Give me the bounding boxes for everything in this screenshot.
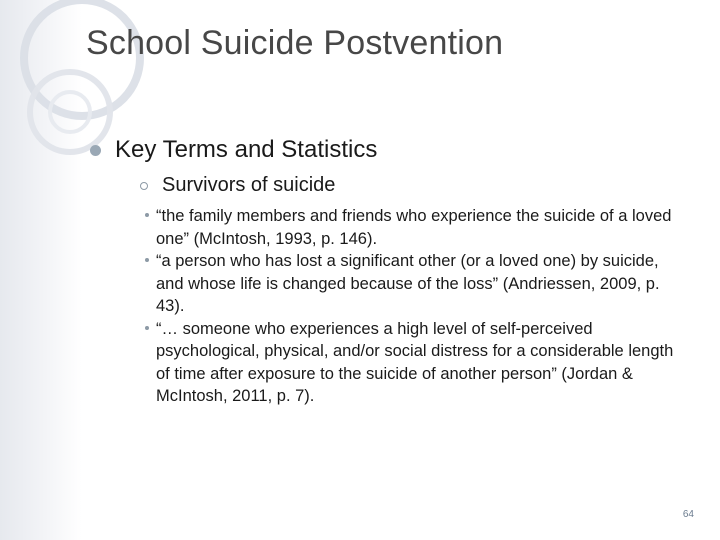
page-number: 64	[682, 509, 694, 520]
slide-title: School Suicide Postvention	[86, 24, 504, 62]
decorative-side-band	[0, 0, 82, 540]
level3-text-1: “the family members and friends who experience the suicide of a loved one” (McIntosh, 1993, p. 146).	[156, 207, 672, 248]
level3-list	[156, 205, 686, 408]
level3-item	[156, 205, 686, 250]
level2-text: Survivors of suicide	[162, 174, 336, 196]
level3-item	[156, 250, 686, 318]
level3-text-3: “… someone who experiences a high level of self-perceived psychological, physical, and/or social distress for a considerable length of time after exposure to the suicide of another person” (Jordan & McIntosh, 2011, p. 7).	[156, 319, 674, 405]
level3-item	[156, 318, 686, 408]
level1-text: Key Terms and Statistics	[115, 136, 378, 163]
level3-text-2: “a person who has lost a significant other (or a loved one) by suicide, and whose life is changed because of the loss” (Andriessen, 2009, p. 43).	[156, 252, 660, 315]
bullet-ring-icon	[140, 182, 148, 190]
level1-bullet	[90, 136, 377, 164]
small-dot-icon	[145, 258, 149, 262]
small-dot-icon	[145, 213, 149, 217]
bullet-dot-icon	[90, 145, 101, 156]
level2-bullet	[140, 174, 335, 197]
small-dot-icon	[145, 326, 149, 330]
